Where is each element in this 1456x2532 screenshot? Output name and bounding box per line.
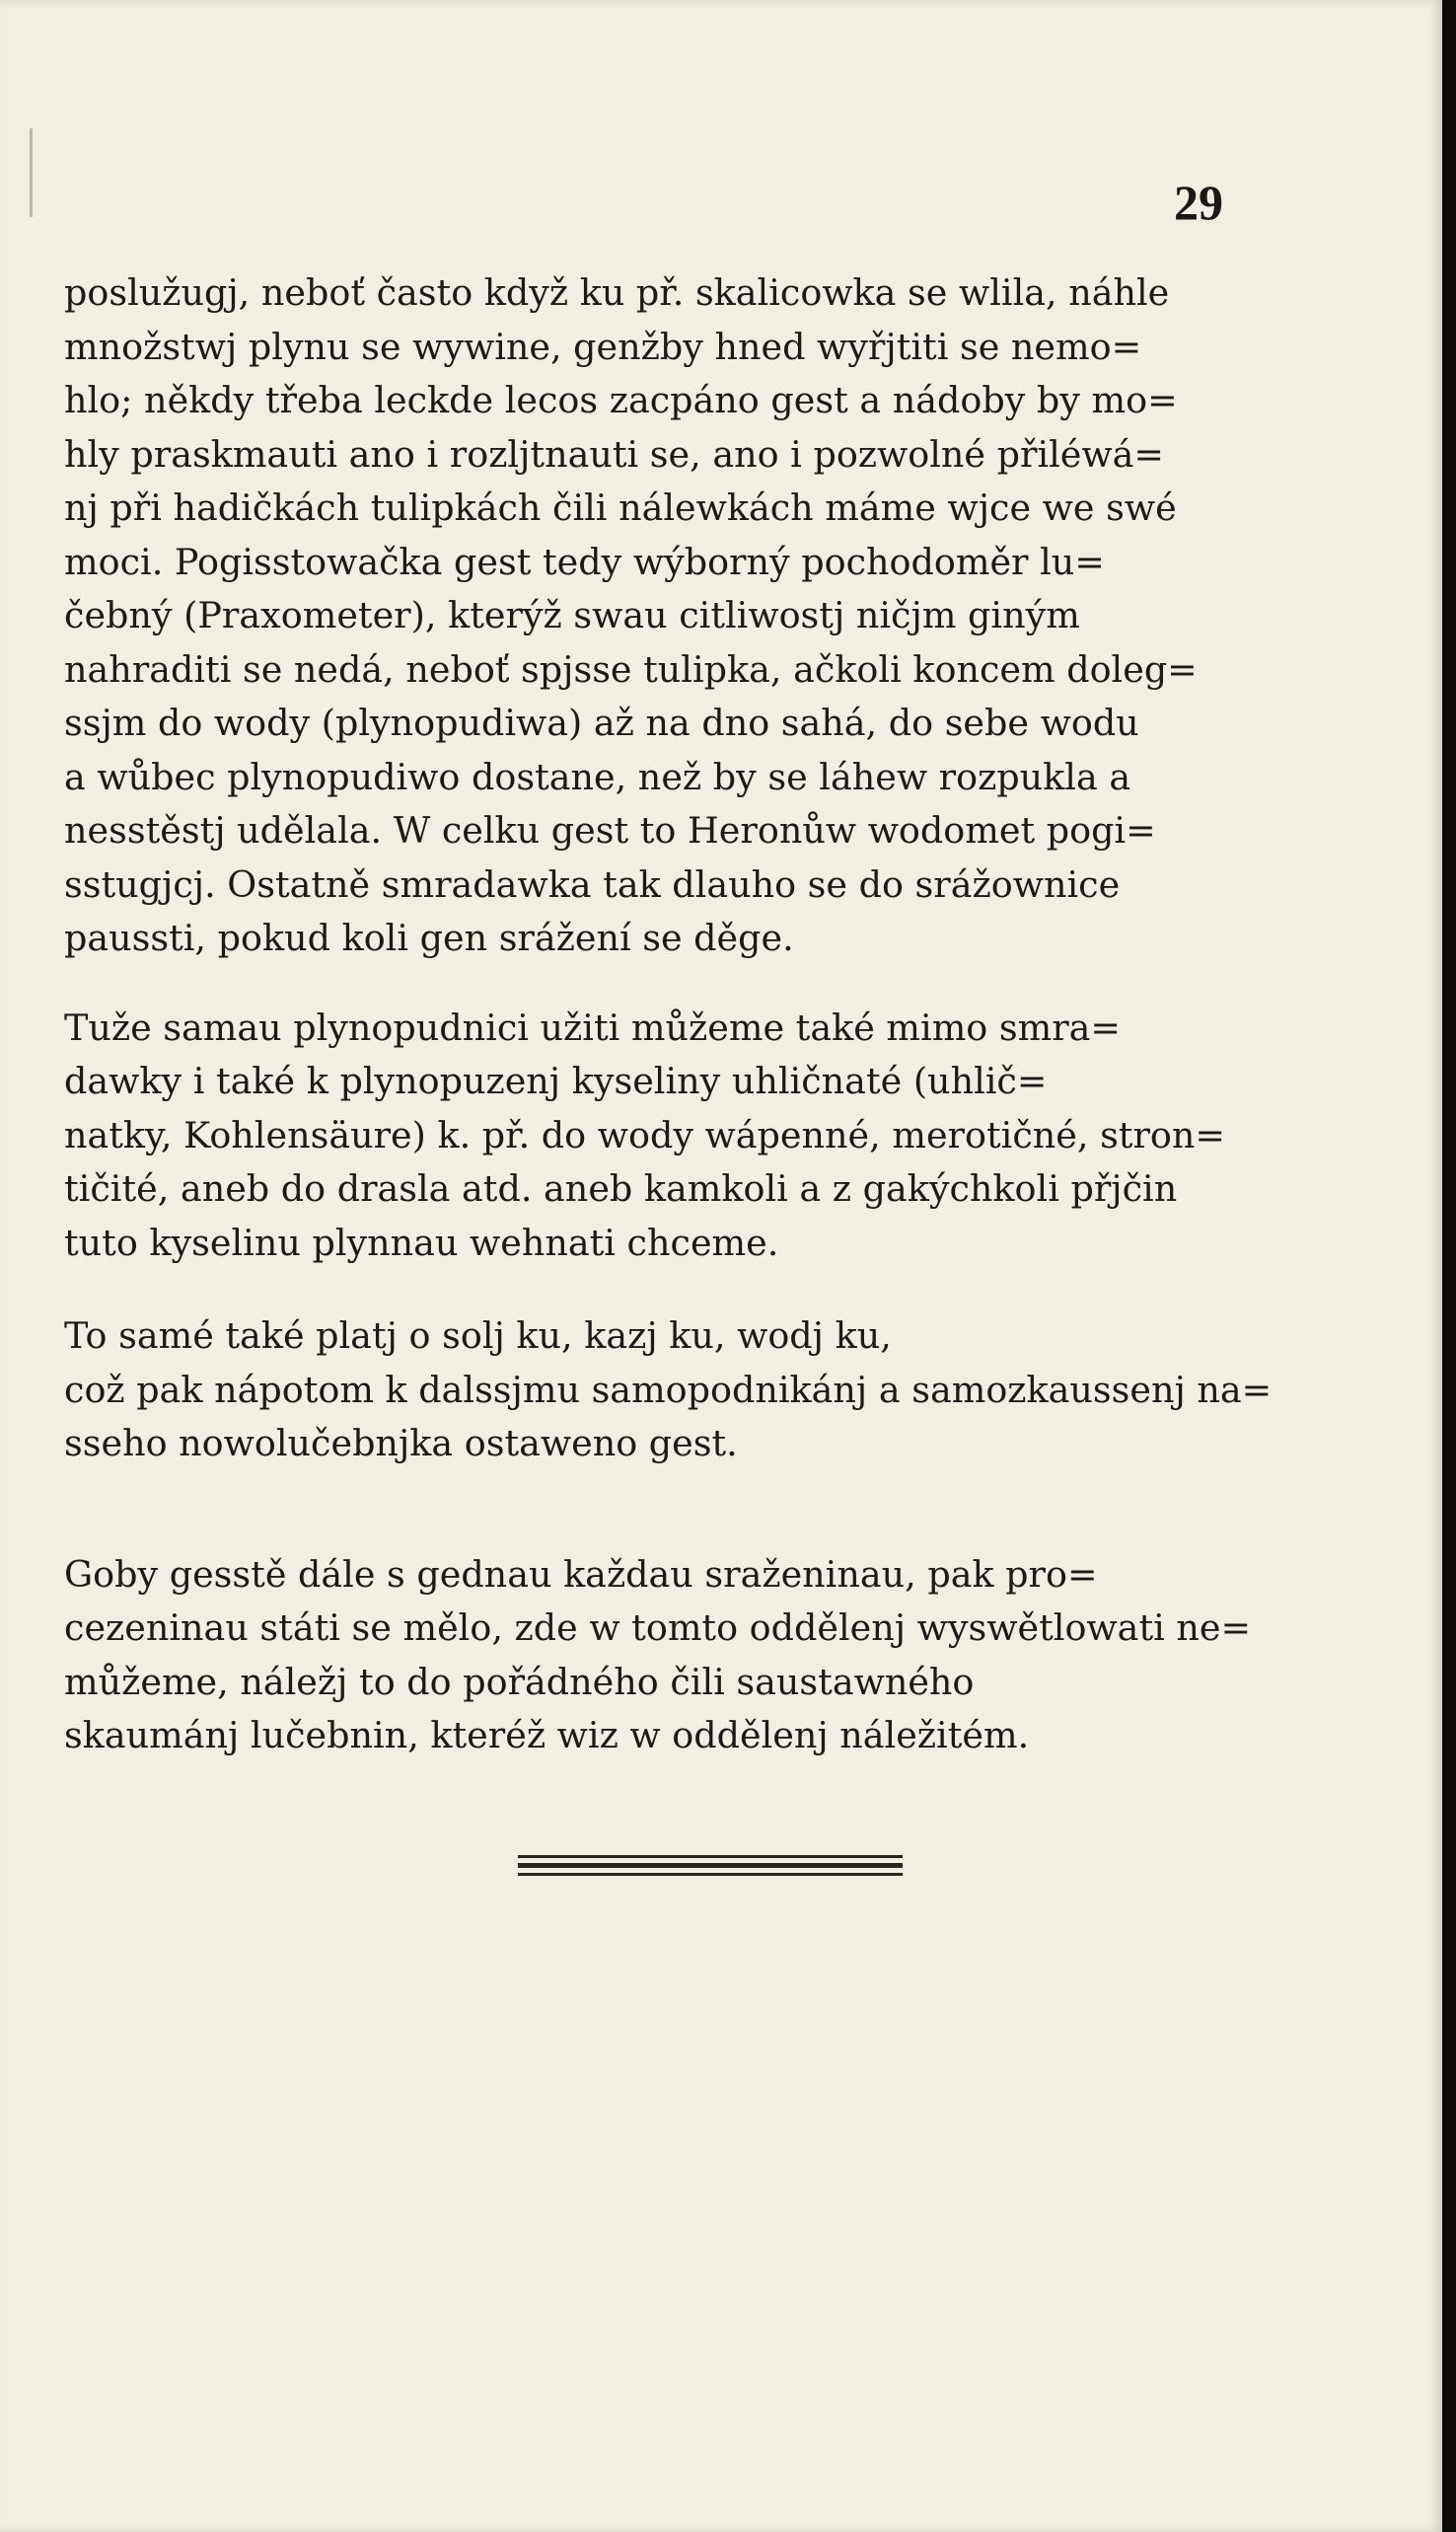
text-line: poslužugj, neboť často když ku př. skalicowka se wlila, náhle <box>64 271 1170 314</box>
text-line: tičité, aneb do drasla atd. aneb kamkoli a z gakýchkoli přjčin <box>64 1167 1178 1210</box>
text-line: můžeme, náležj to do pořádného čili saustawného <box>64 1660 975 1703</box>
text-line: paussti, pokud koli gen srážení se děge. <box>64 917 794 959</box>
text-line: To samé také platj o solj ku, kazj ku, wodj ku, <box>64 1314 892 1357</box>
text-line: natky, Kohlensäure) k. př. do wody wápenné, merotičné, stron= <box>64 1113 1225 1156</box>
text-line: sseho nowolučebnjka ostaweno gest. <box>64 1422 738 1464</box>
text-line: dawky i také k plynopuzenj kyseliny uhličnaté (uhlič= <box>64 1060 1048 1102</box>
paragraph-4 <box>64 1548 1252 1763</box>
paragraph-2 <box>64 1002 1243 1271</box>
text-line: skaumánj lučebnin, kteréž wiz w oddělenj náležitém. <box>64 1714 1030 1756</box>
text-line: a wůbec plynopudiwo dostane, než by se láhew rozpukla a <box>64 755 1131 798</box>
binding-mark <box>30 128 33 217</box>
text-line: hly praskmauti ano i rozljtnauti se, ano i pozwolné přiléwá= <box>64 432 1164 476</box>
text-line: cezeninau státi se mělo, zde w tomto oddělenj wyswětlowati ne= <box>64 1606 1252 1649</box>
text-line: ssjm do wody (plynopudiwa) až na dno sahá, do sebe wodu <box>64 702 1139 744</box>
section-divider-rule <box>518 1855 903 1881</box>
text-line: Tuže samau plynopudnici užiti můžeme také mimo smra= <box>64 1005 1122 1049</box>
text-line: nj při hadičkách tulipkách čili nálewkách máme wjce we swé <box>64 486 1177 529</box>
text-line: množstwj plynu se wywine, genžby hned wyřjtiti se nemo= <box>64 325 1142 368</box>
text-line: hlo; někdy třeba leckde lecos zacpáno gest a nádoby by mo= <box>64 379 1178 421</box>
text-line: Goby gesstě dále s gednau každau sraženinau, pak pro= <box>64 1552 1098 1596</box>
text-line: což pak nápotom k dalssjmu samopodnikánj a samozkaussenj na= <box>64 1368 1273 1411</box>
text-line: tuto kyselinu plynnau wehnati chceme. <box>64 1221 779 1264</box>
page-number: 29 <box>1174 175 1223 230</box>
paragraph-1 <box>64 266 1243 966</box>
text-line: nesstěstj udělala. W celku gest to Heronůw wodomet pogi= <box>64 809 1156 852</box>
body-text <box>64 266 1273 1763</box>
text-line: moci. Pogisstowačka gest tedy wýborný pochodoměr lu= <box>64 540 1105 583</box>
text-line: sstugjcj. Ostatně smradawka tak dlauho se do srážownice <box>64 862 1121 906</box>
text-line: čebný (Praxometer), kterýž swau citliwostj ničjm giným <box>64 594 1080 636</box>
text-line: nahraditi se nedá, neboť spjsse tulipka, ačkoli koncem doleg= <box>64 647 1198 691</box>
paragraph-3 <box>64 1309 1273 1471</box>
